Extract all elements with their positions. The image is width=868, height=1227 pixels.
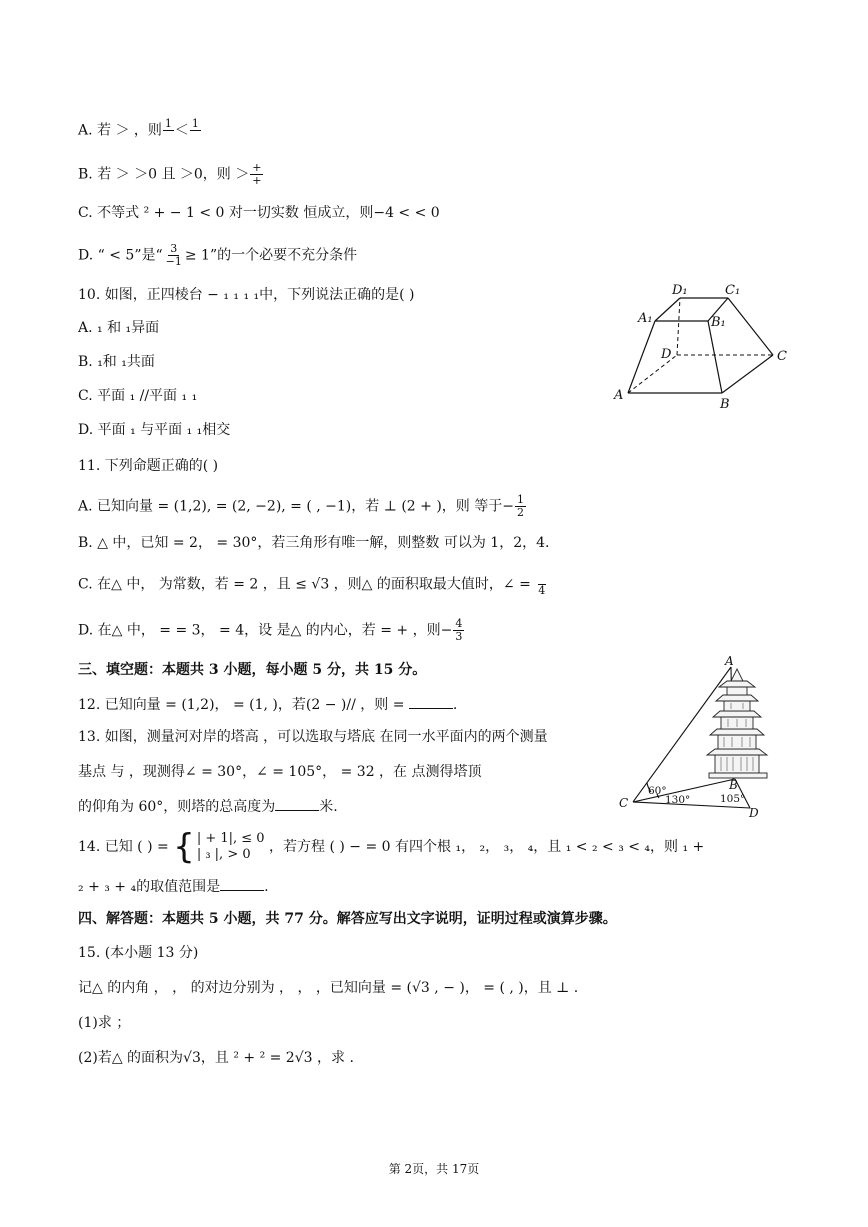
q9-option-c: C. 不等式 ² + − 1 < 0 对一切实数 恒成立，则−4 < < 0: [78, 205, 440, 221]
q11-option-d: D. 在△ 中， = = 3， = 4，设 是△ 的内心，若 = + ，则− $\frac{4}{3}$: [78, 617, 463, 643]
q15-line-3: (2)若△ 的面积为√3，且 ² + ² = 2√3 ，求 .: [78, 1050, 354, 1066]
piece-2: | ₃ |, > 0: [196, 847, 251, 862]
label-c: C: [777, 349, 787, 364]
tower-figure: [615, 655, 780, 820]
q9-option-a: A. 若 ＞ ，则 1 ＜ 1: [78, 117, 199, 139]
section-fill-in: 三、填空题：本题共 3 小题，每小题 5 分，共 15 分。: [78, 662, 427, 678]
q11-option-a: A. 已知向量 = (1,2), = (2, −2), = ( , −1)，若 ⊥ (2 + )，则 等于− $\frac{1}{2}$: [78, 493, 524, 519]
q13-line-3: 的仰角为 60°，则塔的总高度为 米.: [78, 796, 338, 817]
label-d: D: [749, 806, 759, 820]
label-b: B: [720, 397, 730, 412]
q15-line-2: (1)求 ；: [78, 1015, 131, 1031]
angle-105: 105°: [720, 793, 746, 805]
q10-stem: 10. 如图，正四棱台 − ₁ ₁ ₁ ₁中，下列说法正确的是( ): [78, 287, 415, 303]
q15-head: 15. (本小题 13 分): [78, 945, 199, 961]
q11-option-b: B. △ 中，已知 = 2， = 30°，若三角形有唯一解，则整数 可以为 1，2，4.: [78, 535, 550, 551]
q11-option-c: C. 在△ 中， 为常数，若 = 2 ，且 ≤ √3 ，则△ 的面积取最大值时，∠ = 4: [78, 572, 548, 597]
page-footer: 第 2页，共 17页: [388, 1162, 480, 1176]
q10-option-d: D. 平面 ₁ 与平面 ₁ ₁相交: [78, 422, 231, 438]
q10-option-c: C. 平面 ₁ //平面 ₁ ₁: [78, 388, 198, 404]
label-a1: A₁: [638, 311, 653, 326]
label-d1: D₁: [672, 283, 688, 298]
q11-stem: 11. 下列命题正确的( ): [78, 458, 219, 474]
q13-line-2: 基点 与 ，现测得∠ = 30°，∠ = 105°， = 32 ，在 点测得塔顶: [78, 764, 482, 780]
answer-blank: [275, 796, 319, 811]
frustum-figure: [605, 278, 805, 413]
piece-1: | + 1|, ≤ 0: [196, 831, 265, 846]
section-solutions: 四、解答题：本题共 5 小题，共 77 分。解答应写出文字说明，证明过程或演算步骤。: [78, 911, 617, 927]
label-c1: C₁: [725, 283, 741, 298]
answer-blank: [409, 694, 453, 709]
label-c: C: [619, 796, 629, 810]
label-d: D: [661, 347, 672, 362]
q14-line-2: ₂ + ₃ + ₄的取值范围是 .: [78, 876, 269, 897]
q13-line-1: 13. 如图，测量河对岸的塔高 ，可以选取与塔底 在同一水平面内的两个测量: [78, 729, 548, 745]
q10-option-b: B. ₁和 ₁共面: [78, 354, 155, 370]
angle-60: 60°: [648, 785, 667, 797]
answer-blank: [220, 876, 264, 891]
label-b1: B₁: [711, 315, 726, 330]
label-a: A: [614, 388, 624, 403]
q9-option-d: D. “ < 5”是“ $\frac{3}{-1}$ ≥ 1”的一个必要不充分条件: [78, 242, 358, 268]
q10-option-a: A. ₁ 和 ₁异面: [78, 320, 160, 336]
q14-line-1: 14. 已知 ( ) = { | + 1|, ≤ 0 | ₃ |, > 0 ，若方程 ( ) − = 0 有四个根 ₁， ₂， ₃， ₄，且 ₁ < ₂ < ₃ < ₄，则 ₁ +: [78, 827, 705, 867]
q12: 12. 已知向量 = (1,2)， = (1, )，若(2 − )// ，则 = .: [78, 694, 457, 715]
label-b: B: [729, 778, 738, 792]
angle-130: 130°: [665, 794, 691, 806]
q15-line-1: 记△ 的内角 ， ， 的对边分别为 ， ， ，已知向量 = (√3 , − )， = ( , )，且 ⊥ .: [78, 980, 579, 996]
q9-option-b: B. 若 ＞ ＞0 且 ＞0，则 ＞ + +: [78, 161, 262, 187]
label-a: A: [725, 655, 734, 668]
